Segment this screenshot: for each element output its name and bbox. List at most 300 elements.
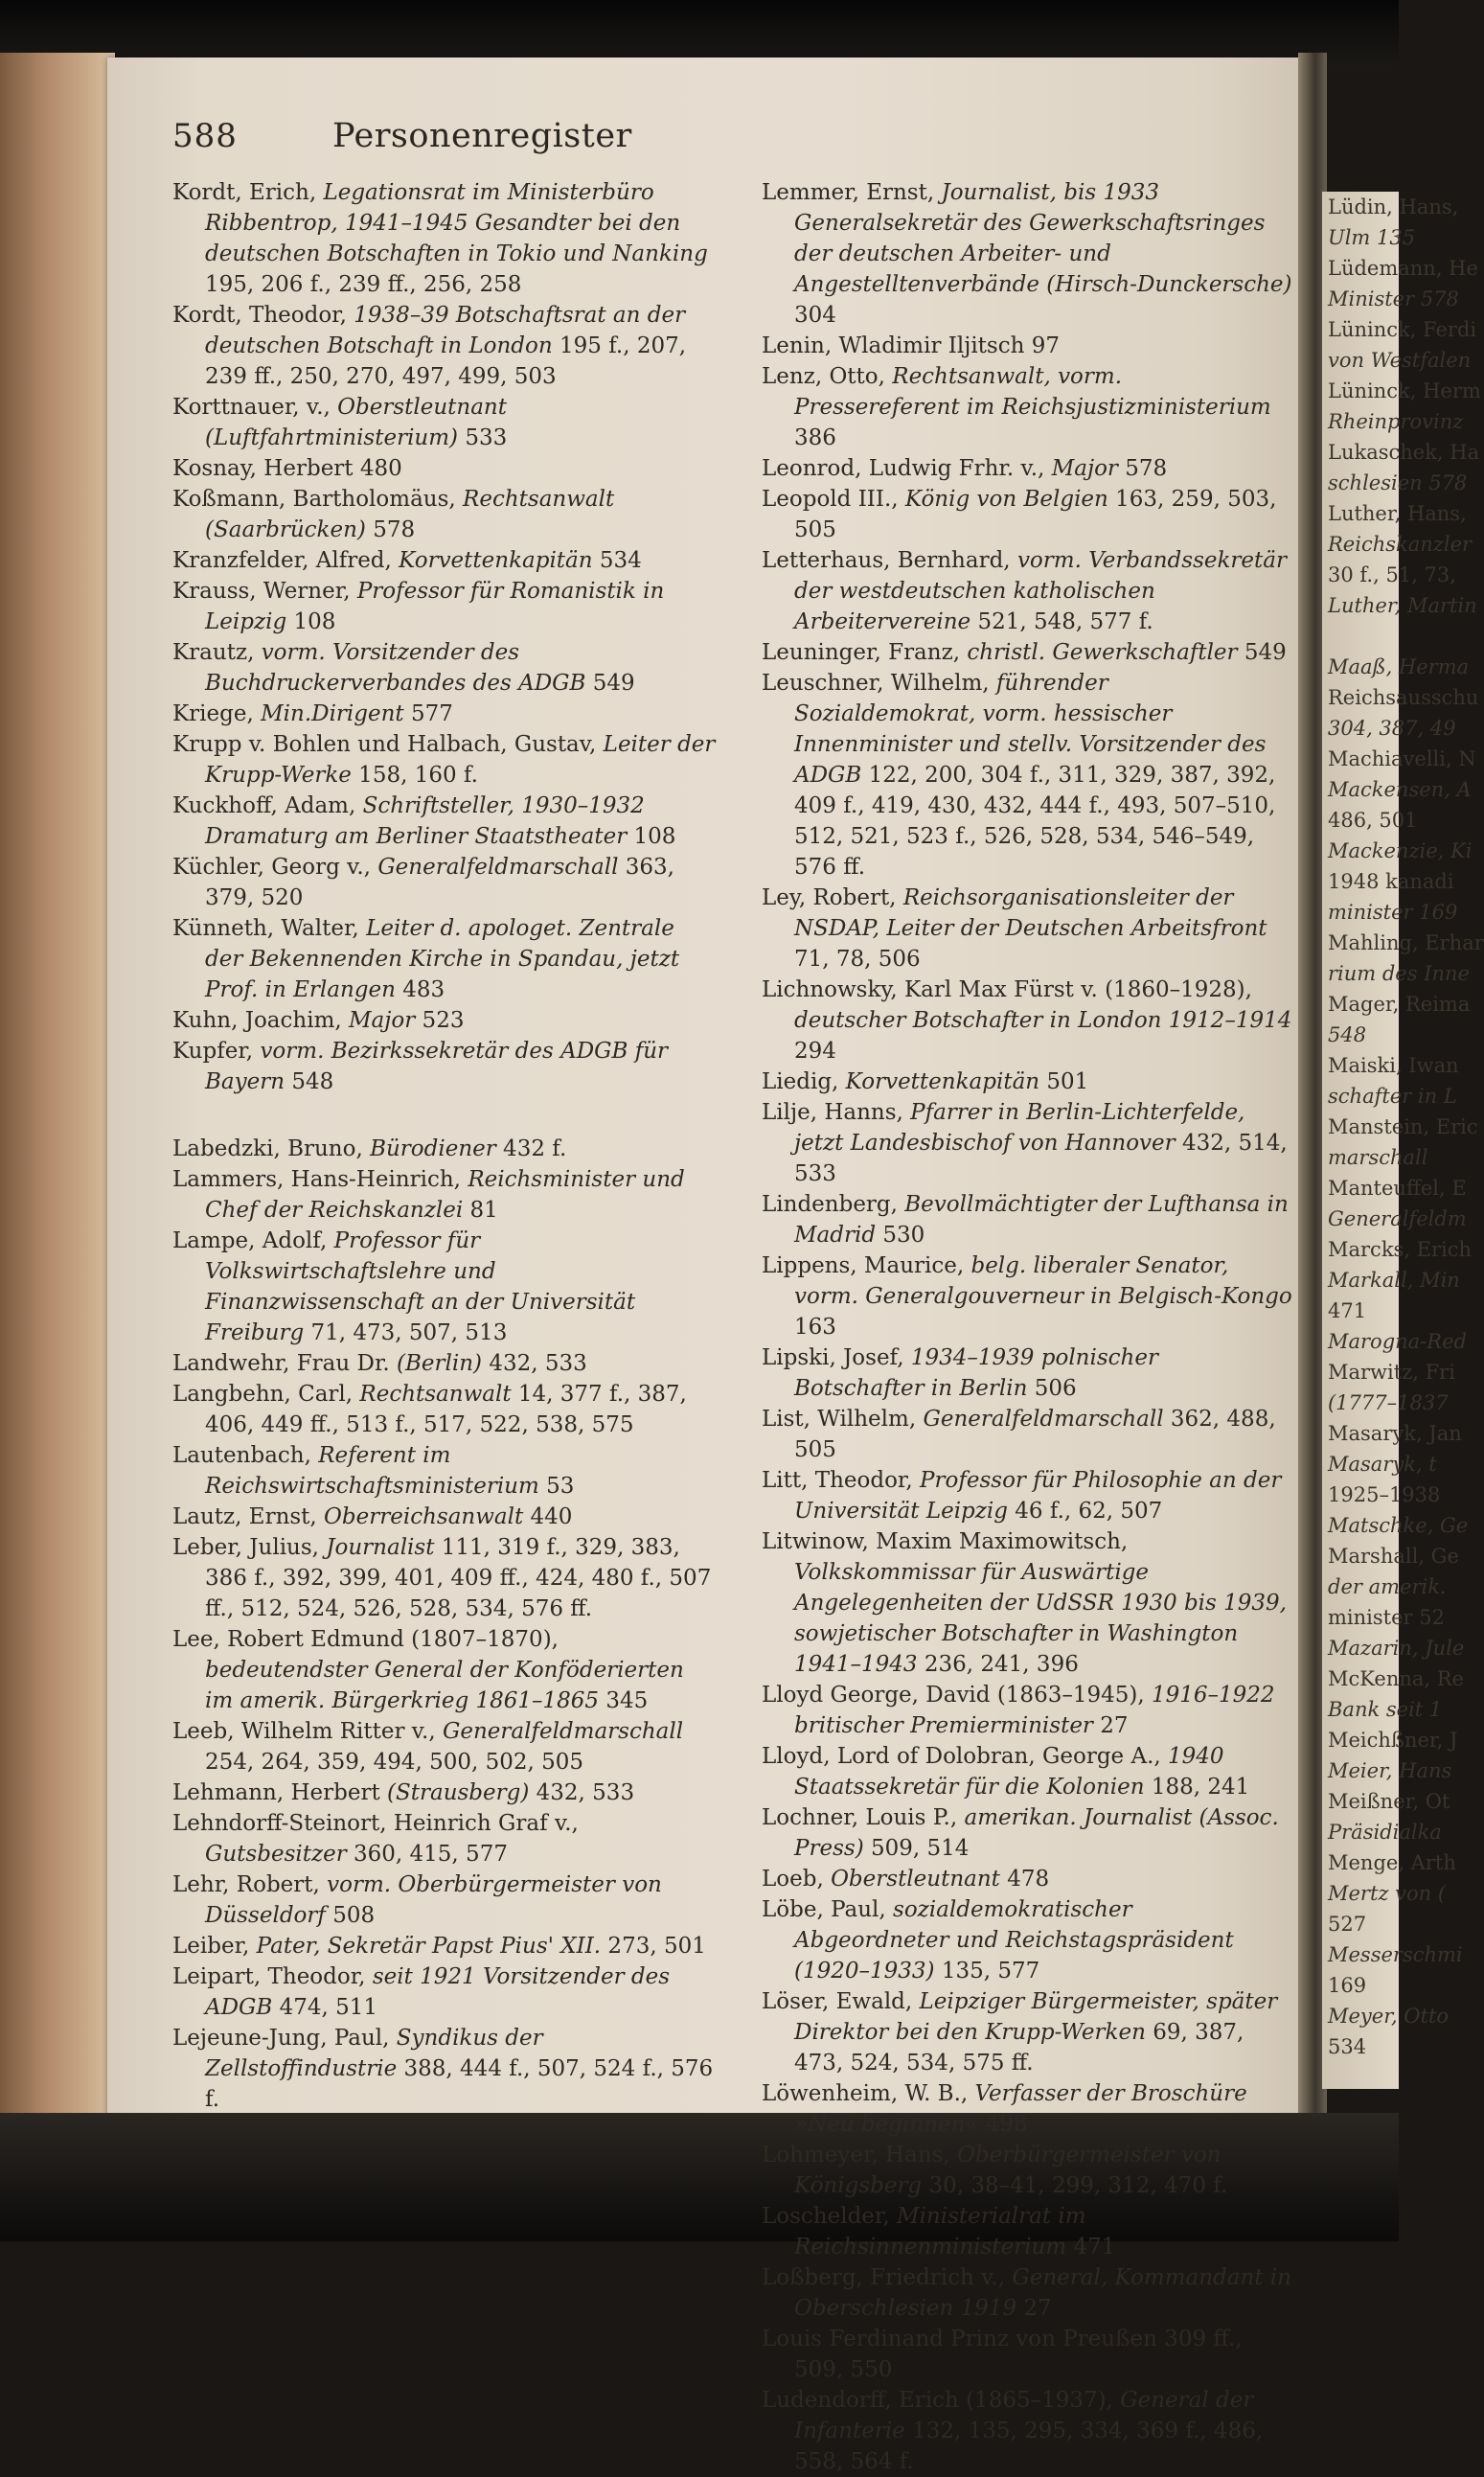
entry-page-refs: 27: [1092, 1713, 1129, 1738]
entry-description: Leiter d. apologet. Zentrale der Bekennenden Kirche in Spandau, jetzt Prof. in Erlangen: [205, 916, 680, 1002]
index-entry: [172, 1164, 719, 1226]
entry-name: Krupp v. Bohlen und Halbach, Gustav,: [172, 732, 604, 757]
next-page-fragment: der amerik.: [1328, 1575, 1447, 1598]
entry-description: 1940 Staatssekretär für die Kolonien: [794, 1744, 1224, 1800]
entry-name: Lipski, Josef,: [762, 1345, 911, 1370]
next-page-fragment: Ulm 135: [1328, 226, 1416, 249]
entry-page-refs: 530: [876, 1223, 925, 1248]
entry-description: (Strausberg): [387, 1780, 530, 1805]
next-page-fragment: Machiavelli, N: [1328, 747, 1476, 770]
index-entry: [762, 2262, 1293, 2324]
entry-description: sozialdemokratischer Abgeordneter und Reichstagspräsident (1920–1933): [794, 1897, 1234, 1984]
index-entry: [762, 331, 1293, 361]
index-entry: [762, 1680, 1293, 1741]
entry-name: Kordt, Erich,: [172, 180, 324, 205]
entry-name: Loßberg, Friedrich v.,: [762, 2265, 1013, 2290]
index-entry: [172, 2023, 719, 2115]
entry-name: Leopold III.,: [762, 487, 905, 512]
index-entry: [172, 1961, 719, 2023]
entry-page-refs: 578: [365, 517, 416, 542]
entry-description: vorm. Verbandssekretär der westdeutschen katholischen Arbeitervereine: [794, 548, 1287, 634]
entry-page-refs: 521, 548, 577 f.: [970, 609, 1153, 634]
entry-name: Leuschner, Wilhelm,: [762, 671, 996, 696]
index-entry: [762, 1465, 1293, 1526]
entry-description: Professor für Philosophie an der Universität Leipzig: [794, 1468, 1282, 1524]
entry-page-refs: 304: [794, 303, 836, 328]
entry-page-refs: 362, 488, 505: [794, 1407, 1276, 1462]
next-page-fragment: Maaß, Herma: [1328, 655, 1470, 678]
entry-name: Lampe, Adolf,: [172, 1228, 334, 1253]
next-page-fragment: Maiski, Iwan: [1328, 1054, 1459, 1077]
entry-page-refs: 440: [523, 1504, 573, 1529]
entry-page-refs: 46 f., 62, 507: [1007, 1499, 1163, 1524]
entry-page-refs: 578: [1117, 456, 1168, 481]
entry-page-refs: 534: [592, 548, 642, 573]
index-entry: [762, 1894, 1293, 1986]
entry-description: Pfarrer in Berlin-Lichterfelde, jetzt Landesbischof von Hannover: [794, 1100, 1245, 1156]
entry-page-refs: 158, 160 f.: [351, 763, 478, 788]
entry-name: Lehmann, Herbert: [172, 1780, 388, 1805]
next-page-fragment: minister 169: [1328, 901, 1458, 924]
index-entry: [172, 1808, 719, 1869]
next-page-fragment: Marshall, Ge: [1328, 1545, 1459, 1568]
index-entry: [172, 177, 719, 300]
entry-name: Lautenbach,: [172, 1443, 319, 1468]
next-page-fragment: 1948 kanadi: [1328, 870, 1454, 893]
entry-description: Bürodiener: [370, 1136, 496, 1161]
entry-description: Referent im Reichswirtschaftsministerium: [205, 1443, 539, 1499]
entry-description: deutscher Botschafter in London 1912–1914: [794, 1008, 1292, 1033]
entry-description: Oberbürgermeister von Königsberg: [794, 2143, 1221, 2198]
entry-page-refs: 30, 38–41, 299, 312, 470 f.: [922, 2173, 1228, 2198]
entry-page-refs: 501: [1039, 1069, 1089, 1094]
entry-description: Generalfeldmarschall: [442, 1719, 684, 1744]
next-page-fragment: Marcks, Erich: [1328, 1238, 1473, 1261]
entry-name: Künneth, Walter,: [172, 916, 367, 941]
next-page-fragment: rium des Inne: [1328, 962, 1470, 985]
next-page-fragment: 527: [1328, 1913, 1367, 1936]
entry-name: Kranzfelder, Alfred,: [172, 548, 400, 573]
entry-page-refs: 27: [1016, 2296, 1052, 2321]
entry-description: Professor für Romanistik in Leipzig: [205, 579, 665, 634]
entry-name: Leuninger, Franz,: [762, 640, 968, 665]
entry-description: Ministerialrat im Reichsinnenministerium: [794, 2204, 1086, 2259]
next-page-fragment: Generalfeldm: [1328, 1207, 1467, 1230]
next-page-fragment: Lüninck, Ferdi: [1328, 318, 1477, 341]
next-page-fragment: Marwitz, Fri: [1328, 1361, 1455, 1384]
index-entry: [762, 2201, 1293, 2262]
letter-section-gap: [172, 1097, 719, 1134]
entry-name: Leipart, Theodor,: [172, 1964, 373, 1989]
index-entry: [172, 1931, 719, 1961]
entry-description: Reichsorganisationsleiter der NSDAP, Leiter der Deutschen Arbeitsfront: [794, 885, 1267, 941]
entry-page-refs: 386: [794, 425, 836, 450]
entry-page-refs: 294: [794, 1039, 836, 1064]
entry-page-refs: 163, 259, 503, 505: [794, 487, 1277, 542]
index-entry: [172, 545, 719, 576]
next-page-fragment: Masaryk, t: [1328, 1453, 1437, 1476]
index-entry: [762, 453, 1293, 484]
entry-description: Volkskommissar für Auswärtige Angelegenheiten der UdSSR 1930 bis 1939, sowjetischer Botschafter in Washington 1941–1943: [794, 1560, 1287, 1677]
entry-name: Lemmer, Ernst,: [762, 180, 942, 205]
running-title: Personenregister: [332, 117, 632, 155]
next-page-fragment: Meier, Hans: [1328, 1759, 1452, 1782]
entry-name: Lohmeyer, Hans,: [762, 2143, 958, 2167]
entry-page-refs: 360, 415, 577: [346, 1842, 508, 1867]
page-header: [172, 117, 632, 155]
next-page-fragment: Mackenzie, Ki: [1328, 839, 1473, 862]
entry-name: Lenz, Otto,: [762, 364, 893, 389]
entry-description: Korvettenkapitän: [845, 1069, 1040, 1094]
entry-description: (Berlin): [397, 1351, 483, 1376]
index-entry: [762, 2385, 1293, 2477]
next-page-fragment: 534: [1328, 2035, 1367, 2058]
entry-page-refs: 432, 533: [529, 1780, 635, 1805]
entry-page-refs: 474, 511: [272, 1995, 378, 2020]
entry-name: Lloyd George, David (1863–1945),: [762, 1683, 1152, 1708]
next-page-fragment: Mazarin, Jule: [1328, 1637, 1465, 1660]
entry-name: Loeb,: [762, 1867, 832, 1892]
entry-description: vorm. Oberbürgermeister von Düsseldorf: [205, 1872, 662, 1928]
page-number: 588: [172, 117, 238, 155]
index-entry: [172, 852, 719, 913]
entry-name: Lautz, Ernst,: [172, 1504, 325, 1529]
entry-page-refs: 108: [286, 609, 336, 634]
entry-description: Professor für Volkswirtschaftslehre und Finanzwissenschaft an der Universität Freiburg: [205, 1228, 636, 1345]
index-entry: [762, 637, 1293, 668]
index-entry: [172, 1005, 719, 1036]
next-page-fragment: Reichsausschu: [1328, 686, 1479, 709]
entry-name: Litt, Theodor,: [762, 1468, 921, 1493]
next-page-fragment: Luther, Hans,: [1328, 502, 1467, 525]
entry-description: Syndikus der Zellstoffindustrie: [205, 2026, 543, 2081]
index-column-left: [172, 177, 719, 2115]
next-page-fragment: Markall, Min: [1328, 1269, 1460, 1292]
index-entry: [762, 1189, 1293, 1250]
index-entry: [762, 1741, 1293, 1802]
entry-page-refs: 432, 533: [482, 1351, 587, 1376]
entry-page-refs: 14, 377 f., 387, 406, 449 ff., 513 f., 517, 522, 538, 575: [205, 1382, 687, 1437]
entry-description: bedeutendster General der Konföderierten im amerik. Bürgerkrieg 1861–1865: [205, 1658, 684, 1713]
index-entry: [172, 576, 719, 637]
entry-description: Bevollmächtigter der Lufthansa in Madrid: [794, 1192, 1289, 1248]
next-page-fragment: Mahling, Erhar: [1328, 931, 1484, 954]
index-entry: [762, 1342, 1293, 1404]
index-entry: [762, 1526, 1293, 1680]
entry-page-refs: 108: [627, 824, 676, 849]
entry-page-refs: 163: [794, 1315, 836, 1340]
entry-page-refs: 132, 135, 295, 334, 369 f., 486, 558, 564 f.: [794, 2419, 1264, 2474]
entry-name: Lloyd, Lord of Dolobran, George A.,: [762, 1744, 1169, 1769]
next-page-fragment: 486, 501: [1328, 809, 1418, 832]
entry-description: vorm. Bezirkssekretär des ADGB für Bayern: [205, 1039, 669, 1094]
entry-name: Kosnay, Herbert 480: [172, 456, 402, 481]
entry-name: Langbehn, Carl,: [172, 1382, 360, 1407]
entry-name: Löwenheim, W. B.,: [762, 2081, 975, 2106]
entry-description: General, Kommandant in Oberschlesien 1919: [794, 2265, 1291, 2321]
entry-name: Ludendorff, Erich (1865–1937),: [762, 2388, 1121, 2413]
entry-description: Generalfeldmarschall: [377, 855, 619, 880]
entry-page-refs: 345: [599, 1688, 649, 1713]
entry-name: Labedzki, Bruno,: [172, 1136, 371, 1161]
index-entry: [762, 1864, 1293, 1894]
book-left-edge: [0, 53, 115, 2113]
index-entry: [762, 177, 1293, 331]
index-entry: [762, 2324, 1293, 2385]
entry-description: 1916–1922 britischer Premierminister: [794, 1683, 1275, 1738]
entry-description: Journalist, bis 1933 Generalsekretär des Gewerkschaftsringes der deutschen Arbeiter- und Angestelltenverbände (Hirsch-Dunckersche): [794, 180, 1292, 297]
entry-name: Löser, Ewald,: [762, 1989, 920, 2014]
next-page-fragment: Lüdemann, He: [1328, 257, 1478, 280]
entry-page-refs: 577: [403, 701, 453, 726]
next-page-fragment: Minister 578: [1328, 287, 1459, 310]
next-page-fragment: Luther, Martin: [1328, 594, 1477, 617]
entry-description: Generalfeldmarschall: [923, 1407, 1164, 1432]
entry-description: amerikan. Journalist (Assoc. Press): [794, 1805, 1279, 1861]
entry-description: vorm. Vorsitzender des Buchdruckerverbandes des ADGB: [205, 640, 586, 696]
entry-page-refs: 188, 241: [1144, 1775, 1250, 1800]
entry-name: Lippens, Maurice,: [762, 1253, 971, 1278]
index-entry: [172, 1440, 719, 1502]
entry-description: Legationsrat im Ministerbüro Ribbentrop, 1941–1945 Gesandter bei den deutschen Botschaften in Tokio und Nanking: [205, 180, 708, 266]
entry-description: seit 1921 Vorsitzender des ADGB: [205, 1964, 671, 2020]
next-page-fragment: Präsidialka: [1328, 1821, 1442, 1844]
entry-page-refs: 53: [538, 1474, 575, 1499]
entry-page-refs: 432 f.: [495, 1136, 567, 1161]
entry-page-refs: 236, 241, 396: [917, 1652, 1079, 1677]
entry-description: Gutsbesitzer: [205, 1842, 347, 1867]
entry-name: Lehr, Robert,: [172, 1872, 328, 1897]
entry-description: Pater, Sekretär Papst Pius' XII.: [256, 1934, 602, 1959]
index-entry: [172, 1869, 719, 1931]
entry-page-refs: 549: [585, 671, 635, 696]
index-entry: [762, 1250, 1293, 1342]
entry-name: Lammers, Hans-Heinrich,: [172, 1167, 468, 1192]
entry-name: Litwinow, Maxim Maximowitsch,: [762, 1529, 1129, 1554]
entry-name: Loschelder,: [762, 2204, 898, 2229]
entry-page-refs: 388, 444 f., 507, 524 f., 576 f.: [205, 2056, 714, 2112]
entry-page-refs: 71, 473, 507, 513: [304, 1320, 508, 1345]
index-entry: [762, 1986, 1293, 2078]
entry-page-refs: 273, 501: [601, 1934, 706, 1959]
index-entry: [762, 1066, 1293, 1097]
entry-description: Oberreichsanwalt: [324, 1504, 524, 1529]
entry-page-refs: 122, 200, 304 f., 311, 329, 387, 392, 409 f., 419, 430, 432, 444 f., 493, 507–510, 512, 521, 523 f., 526, 528, 534, 546–549, 576 ff.: [794, 763, 1276, 880]
entry-name: Korttnauer, v.,: [172, 395, 338, 420]
entry-description: Rechtsanwalt: [359, 1382, 512, 1407]
entry-description: Rechtsanwalt (Saarbrücken): [205, 487, 615, 542]
next-page-fragment: Marogna-Red: [1328, 1330, 1467, 1353]
index-entry: [172, 699, 719, 729]
index-entry: [762, 484, 1293, 545]
entry-page-refs: 81: [463, 1198, 498, 1223]
entry-page-refs: 506: [1027, 1376, 1077, 1401]
index-entry: [762, 1802, 1293, 1864]
entry-description: Major: [1051, 456, 1118, 481]
next-page-fragment: (1777–1837: [1328, 1391, 1449, 1414]
index-entry: [762, 1404, 1293, 1465]
entry-page-refs: 509, 514: [863, 1836, 970, 1861]
entry-description: belg. liberaler Senator, vorm. Generalgouverneur in Belgisch-Kongo: [794, 1253, 1292, 1309]
entry-description: Rechtsanwalt, vorm. Pressereferent im Reichsjustizministerium: [794, 364, 1271, 420]
entry-name: Löbe, Paul,: [762, 1897, 894, 1922]
index-entry: [172, 1379, 719, 1440]
entry-name: Leiber,: [172, 1934, 257, 1959]
next-page-fragment: Mackensen, A: [1328, 778, 1472, 801]
next-page-fragment: Masaryk, Jan: [1328, 1422, 1462, 1445]
entry-page-refs: 363, 379, 520: [205, 855, 674, 910]
entry-name: Lichnowsky, Karl Max Fürst v. (1860–1928),: [762, 977, 1252, 1002]
next-page-fragment: Lukaschek, Ha: [1328, 441, 1480, 464]
next-page-fragment: Reichskanzler: [1328, 533, 1473, 556]
entry-description: König von Belgien: [904, 487, 1108, 512]
entry-page-refs: 478: [999, 1867, 1050, 1892]
index-entry: [762, 1097, 1293, 1189]
next-page-fragment: [1322, 621, 1399, 652]
entry-description: Reichsminister und Chef der Reichskanzlei: [205, 1167, 685, 1223]
entry-name: Leeb, Wilhelm Ritter v.,: [172, 1719, 443, 1744]
entry-description: Min.Dirigent: [261, 701, 404, 726]
entry-description: Oberstleutnant: [831, 1867, 1000, 1892]
next-page-fragment: 548: [1328, 1023, 1367, 1046]
next-page-fragment: Rheinprovinz: [1328, 410, 1464, 433]
entry-name: Küchler, Georg v.,: [172, 855, 378, 880]
entry-page-refs: 498: [978, 2112, 1028, 2137]
index-entry: [172, 791, 719, 852]
entry-name: List, Wilhelm,: [762, 1407, 924, 1432]
entry-page-refs: 111, 319 f., 329, 383, 386 f., 392, 399, 401, 409 ff., 424, 480 f., 507 ff., 512, 524, 526, 528, 534, 576 ff.: [205, 1535, 712, 1621]
index-entry: [172, 1777, 719, 1808]
index-entry: [172, 637, 719, 699]
index-entry: [172, 913, 719, 1005]
entry-page-refs: 135, 577: [934, 1959, 1040, 1984]
index-entry: [762, 361, 1293, 453]
entry-name: Louis Ferdinand Prinz von Preußen 309 ff., 509, 550: [762, 2327, 1243, 2382]
next-page-fragment: schafter in L: [1328, 1085, 1457, 1108]
index-entry: [172, 1226, 719, 1348]
index-entry: [762, 2140, 1293, 2201]
entry-description: führender Sozialdemokrat, vorm. hessischer Innenminister und stellv. Vorsitzender des ADGB: [794, 671, 1267, 788]
next-page-fragment: Meyer, Otto: [1328, 2005, 1450, 2028]
next-page-fragment: Matschke, Ge: [1328, 1514, 1469, 1537]
entry-description: Verfasser der Broschüre »Neu beginnen«: [794, 2081, 1247, 2137]
index-entry: [172, 484, 719, 545]
index-entry: [762, 975, 1293, 1066]
next-page-fragment: Lüdin, Hans,: [1328, 195, 1459, 218]
entry-description: Journalist: [326, 1535, 435, 1560]
next-page-fragment: Mager, Reima: [1328, 993, 1471, 1016]
next-page-fragment: Lüninck, Herm: [1328, 379, 1481, 402]
entry-description: Korvettenkapitän: [399, 548, 593, 573]
index-entry: [172, 1532, 719, 1624]
entry-description: 1938–39 Botschaftsrat an der deutschen Botschaft in London: [205, 303, 686, 358]
entry-name: Lehndorff-Steinort, Heinrich Graf v.,: [172, 1811, 579, 1836]
entry-name: Lejeune-Jung, Paul,: [172, 2026, 397, 2051]
next-page-fragment: Manteuffel, E: [1328, 1177, 1467, 1200]
index-entry: [762, 668, 1293, 883]
index-entry: [172, 1036, 719, 1097]
next-page-fragment: Mertz von (: [1328, 1882, 1447, 1905]
entry-description: 1934–1939 polnischer Botschafter in Berlin: [794, 1345, 1158, 1401]
next-page-fragment: 30 f., 51, 73,: [1328, 563, 1456, 586]
entry-page-refs: 69, 387, 473, 524, 534, 575 ff.: [794, 2020, 1244, 2076]
index-entry: [172, 729, 719, 791]
entry-name: Leber, Julius,: [172, 1535, 327, 1560]
entry-name: Kupfer,: [172, 1039, 261, 1064]
entry-page-refs: 471: [1066, 2235, 1116, 2259]
next-page-fragment: Bank seit 1: [1328, 1698, 1443, 1721]
entry-page-refs: 548: [285, 1069, 334, 1094]
next-page-fragment: minister 52: [1328, 1606, 1445, 1629]
index-entry: [172, 453, 719, 484]
index-entry: [172, 1134, 719, 1164]
entry-name: Krauss, Werner,: [172, 579, 357, 604]
entry-name: Kriege,: [172, 701, 262, 726]
next-page-fragment: Manstein, Eric: [1328, 1115, 1478, 1138]
entry-name: Kuhn, Joachim,: [172, 1008, 349, 1033]
entry-name: Liedig,: [762, 1069, 846, 1094]
entry-description: General der Infanterie: [794, 2388, 1254, 2443]
entry-name: Lenin, Wladimir Iljitsch 97: [762, 333, 1060, 358]
next-page-fragment: 169: [1328, 1974, 1367, 1997]
next-page-fragment: Menge, Arth: [1328, 1851, 1456, 1874]
entry-description: Leipziger Bürgermeister, später Direktor bei den Krupp-Werken: [794, 1989, 1278, 2045]
next-page-fragment: 1925–1938: [1328, 1483, 1441, 1506]
next-page-fragment: 304, 387, 49: [1328, 717, 1456, 740]
next-page-fragment: marschall: [1328, 1146, 1428, 1169]
entry-name: Leonrod, Ludwig Frhr. v.,: [762, 456, 1052, 481]
entry-page-refs: 195 f., 207, 239 ff., 250, 270, 497, 499, 503: [205, 333, 687, 389]
entry-name: Landwehr, Frau Dr.: [172, 1351, 398, 1376]
next-page-edge: [1322, 192, 1484, 2089]
next-page-fragment: Meichßner, J: [1328, 1729, 1458, 1752]
entry-name: Kordt, Theodor,: [172, 303, 354, 328]
entry-page-refs: 483: [395, 977, 445, 1002]
entry-page-refs: 549: [1237, 640, 1287, 665]
index-entry: [172, 392, 719, 453]
entry-description: Oberstleutnant (Luftfahrtministerium): [205, 395, 507, 450]
entry-name: Lilje, Hanns,: [762, 1100, 911, 1125]
entry-name: Koßmann, Bartholomäus,: [172, 487, 464, 512]
next-page-fragment: 471: [1328, 1299, 1367, 1322]
entry-page-refs: 523: [415, 1008, 465, 1033]
index-entry: [762, 545, 1293, 637]
entry-page-refs: 432, 514, 533: [794, 1131, 1288, 1186]
entry-description: Leiter der Krupp-Werke: [205, 732, 716, 788]
entry-page-refs: 71, 78, 506: [794, 947, 921, 972]
index-entry: [172, 1716, 719, 1777]
next-page-fragment: von Westfalen: [1328, 349, 1472, 372]
entry-name: Krautz,: [172, 640, 262, 665]
entry-page-refs: 195, 206 f., 239 ff., 256, 258: [205, 272, 522, 297]
next-page-fragment: schlesien 578: [1328, 471, 1468, 494]
entry-description: Schriftsteller, 1930–1932 Dramaturg am Berliner Staatstheater: [205, 793, 645, 849]
index-entry: [172, 1502, 719, 1532]
entry-name: Ley, Robert,: [762, 885, 903, 910]
next-page-fragment: Meißner, Ot: [1328, 1790, 1450, 1813]
next-page-fragment: McKenna, Re: [1328, 1667, 1464, 1690]
index-entry: [172, 300, 719, 392]
entry-page-refs: 508: [325, 1903, 376, 1928]
entry-description: Major: [349, 1008, 416, 1033]
index-entry: [172, 1624, 719, 1716]
entry-page-refs: 254, 264, 359, 494, 500, 502, 505: [205, 1750, 584, 1775]
entry-name: Lindenberg,: [762, 1192, 905, 1217]
entry-name: Letterhaus, Bernhard,: [762, 548, 1017, 573]
entry-page-refs: 533: [458, 425, 508, 450]
next-page-fragment: Messerschmi: [1328, 1943, 1463, 1966]
index-entry: [172, 1348, 719, 1379]
